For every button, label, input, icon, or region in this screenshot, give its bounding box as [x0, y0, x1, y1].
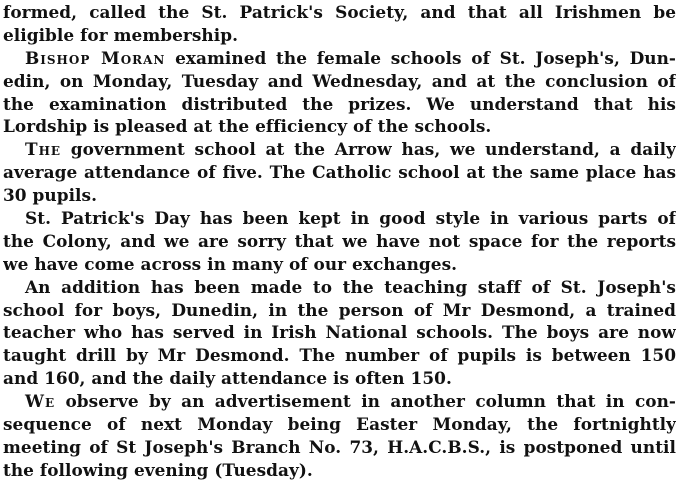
- lead-in-small-caps: We: [25, 391, 56, 412]
- lead-in-small-caps: Bishop Moran: [25, 47, 166, 68]
- text-line: teacher who has served in Irish National schools. The boys are now: [3, 322, 676, 343]
- text-line: eligible for membership.: [3, 24, 239, 45]
- text-line: taught drill by Mr Desmond. The number of pupils is between 150: [3, 345, 676, 366]
- text-line: [3, 390, 676, 413]
- text-run: examined the female schools of St. Joseph's, Dun-: [165, 47, 676, 68]
- text-line: the following evening (Tuesday).: [3, 459, 313, 480]
- text-line: meeting of St Joseph's Branch No. 73, H.A.C.B.S., is postponed until: [3, 436, 676, 457]
- text-line: [3, 47, 676, 70]
- text-line: and 160, and the daily attendance is often 150.: [3, 368, 452, 389]
- text-line: An addition has been made to the teaching staff of St. Joseph's: [25, 276, 676, 297]
- paragraph-bishop-moran: [3, 47, 676, 139]
- text-run: government school at the Arrow has, we understand, a daily: [61, 139, 676, 160]
- paragraph-branch-meeting: [3, 390, 676, 482]
- text-line: school for boys, Dunedin, in the person of Mr Desmond, a trained: [3, 299, 676, 320]
- lead-in-small-caps: The: [25, 139, 62, 160]
- text-line: formed, called the St. Patrick's Society, and that all Irishmen be: [3, 2, 676, 22]
- text-line: the Colony, and we are sorry that we have not space for the reports: [3, 230, 676, 251]
- text-line: edin, on Monday, Tuesday and Wednesday, and at the conclusion of: [3, 70, 676, 91]
- text-line: St. Patrick's Day has been kept in good style in various parts of: [25, 208, 676, 229]
- text-line: the examination distributed the prizes. We understand that his: [3, 93, 676, 114]
- paragraph-st-patricks-day: [3, 207, 676, 276]
- paragraph-arrow-school: [3, 138, 676, 207]
- text-line: we have come across in many of our exchanges.: [3, 253, 458, 274]
- paragraph-st-patricks-society: [3, 1, 676, 47]
- paragraph-teaching-staff: [3, 276, 676, 390]
- text-line: 30 pupils.: [3, 185, 98, 206]
- text-line: average attendance of five. The Catholic school at the same place has: [3, 162, 676, 183]
- text-line: sequence of next Monday being Easter Monday, the fortnightly: [3, 414, 676, 435]
- text-line: Lordship is pleased at the efficiency of the schools.: [3, 116, 492, 137]
- text-run: observe by an advertisement in another column that in con-: [55, 391, 676, 412]
- text-line: [3, 138, 676, 161]
